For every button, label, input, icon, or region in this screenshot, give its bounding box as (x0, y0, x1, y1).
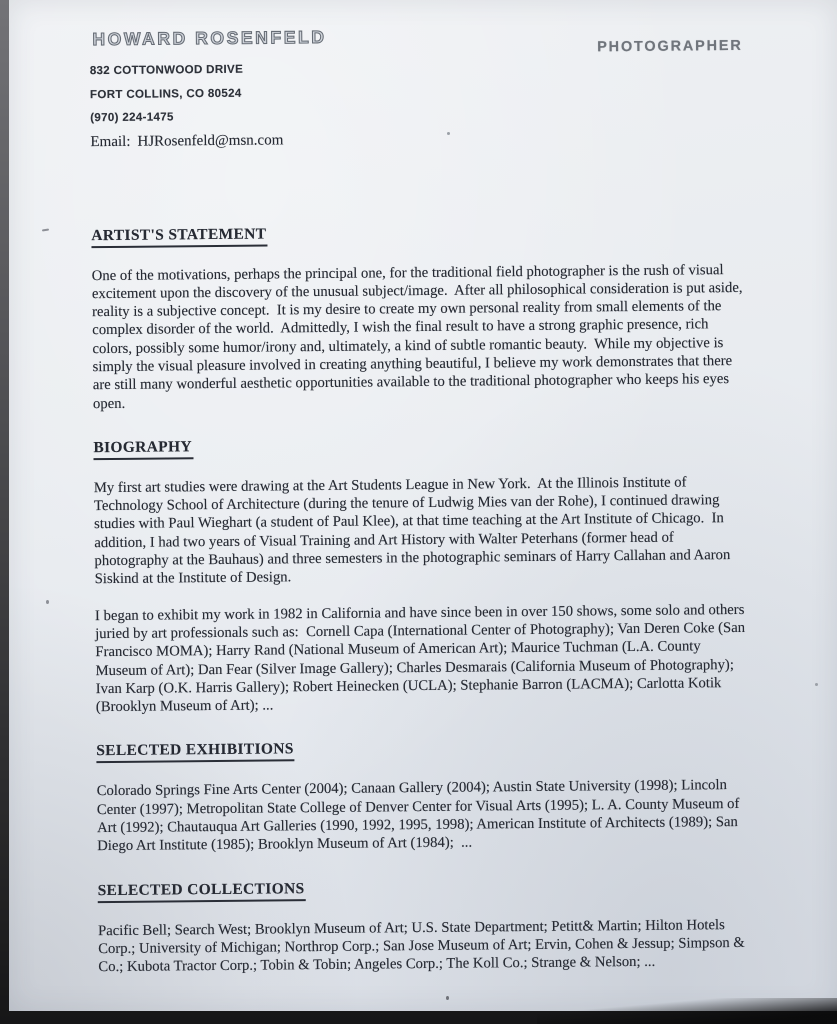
phone-number: (970) 224-1475 (90, 110, 174, 125)
address-city: FORT COLLINS, CO 80524 (89, 86, 242, 101)
role-title: PHOTOGRAPHER (597, 37, 743, 56)
section-heading: SELECTED EXHIBITIONS (96, 741, 295, 764)
scanned-page (9, 0, 837, 1011)
contact-block (90, 53, 747, 154)
email-address: HJRosenfeld@msn.com (137, 131, 284, 150)
paragraph: Pacific Bell; Search West; Brooklyn Museum of Art; U.S. State Department; Petitt& Martin; Hilton Hotels Corp.; University of Michigan; Northrop Corp.; San Jose Museum of Art; Ervin, Cohen & Jessup; Simpson & Co.; Kubota Tractor Corp.; Tobin & Tobin; Angeles Corp.; The Koll Co.; Strange & Nelson; ... (97, 916, 749, 976)
section-artists-statement (91, 220, 749, 413)
page-content (5, 0, 837, 1015)
section-heading: ARTIST'S STATEMENT (91, 225, 267, 248)
paragraph: One of the motivations, perhaps the principal one, for the traditional field photographer is the rush of visual excitement upon the discovery of the unusual subject/image. After all philosophical consideration is put aside, reality is a subjective concept. It is my desire to create my own personal reality from small elements of the complex disorder of the world. Admittedly, I wish the final result to have a strong graphic presence, rich colors, possibly some humor/irony and, ultimately, a kind of subtle romantic beauty. While my objective is simply the visual pleasure involved in creating anything beautiful, I believe my work demonstrates that there are still many wonderful aesthetic opportunities available to the traditional photographer who keeps his eyes open. (91, 261, 747, 412)
section-selected-collections (98, 875, 755, 976)
email-label: Email: (90, 133, 131, 150)
address-street: 832 COTTONWOOD DRIVE (89, 62, 244, 78)
person-name: HOWARD ROSENFELD (92, 26, 327, 50)
photo-edge-shadow (537, 998, 837, 1024)
paragraph: Colorado Springs Fine Arts Center (2004); Canaan Gallery (2004); Austin State University (1998); Lincoln Center (1997); Metropolitan State College of Denver Center for Visual Arts (1995); L. A. County Museum of Art (1992); Chautauqua Art Galleries (1990, 1992, 1995, 1998); American Institute of Architects (1989); San Diego Art Institute (1985); Brooklyn Museum of Art (1984); ... (96, 777, 743, 855)
letterhead (89, 23, 746, 154)
scan-speck (46, 600, 49, 604)
section-heading: BIOGRAPHY (93, 438, 193, 460)
paragraph: I began to exhibit my work in 1982 in California and have since been in over 150 shows, some solo and others juried by art professionals such as: Cornell Capa (International Center of Photography); Van Deren Coke (San Francisco MOMA); Harry Rand (National Museum of American Art); Maurice Tuchman (L.A. County Museum of Art); Dan Fear (Silver Image Gallery); Charles Desmarais (California Museum of Photography); Ivan Karp (O.K. Harris Gallery); Robert Heinecken (UCLA); Stephanie Barron (LACMA); Carlotta Kotik (Brooklyn Museum of Art); ... (94, 601, 749, 716)
section-heading: SELECTED COLLECTIONS (98, 880, 306, 903)
paragraph: My first art studies were drawing at the Art Students League in New York. At the Illinois Institute of Technology School of Architecture (during the tenure of Ludwig Mies van der Rohe), I continued drawing studies with Paul Wieghart (a student of Paul Klee), at that time teaching at the Art Institute of Chicago. In addition, I had two years of Visual Training and Art History with Walter Peterhans (former head of photography at the Bauhaus) and three semesters in the photographic seminars of Harry Callahan and Aaron Siskind at the Institute of Design. (93, 474, 735, 588)
scan-speck (815, 683, 818, 686)
email-line (90, 123, 746, 153)
scan-speck (447, 132, 450, 135)
scan-speck (446, 996, 449, 1000)
section-biography (93, 433, 752, 717)
section-selected-exhibitions (96, 736, 753, 855)
